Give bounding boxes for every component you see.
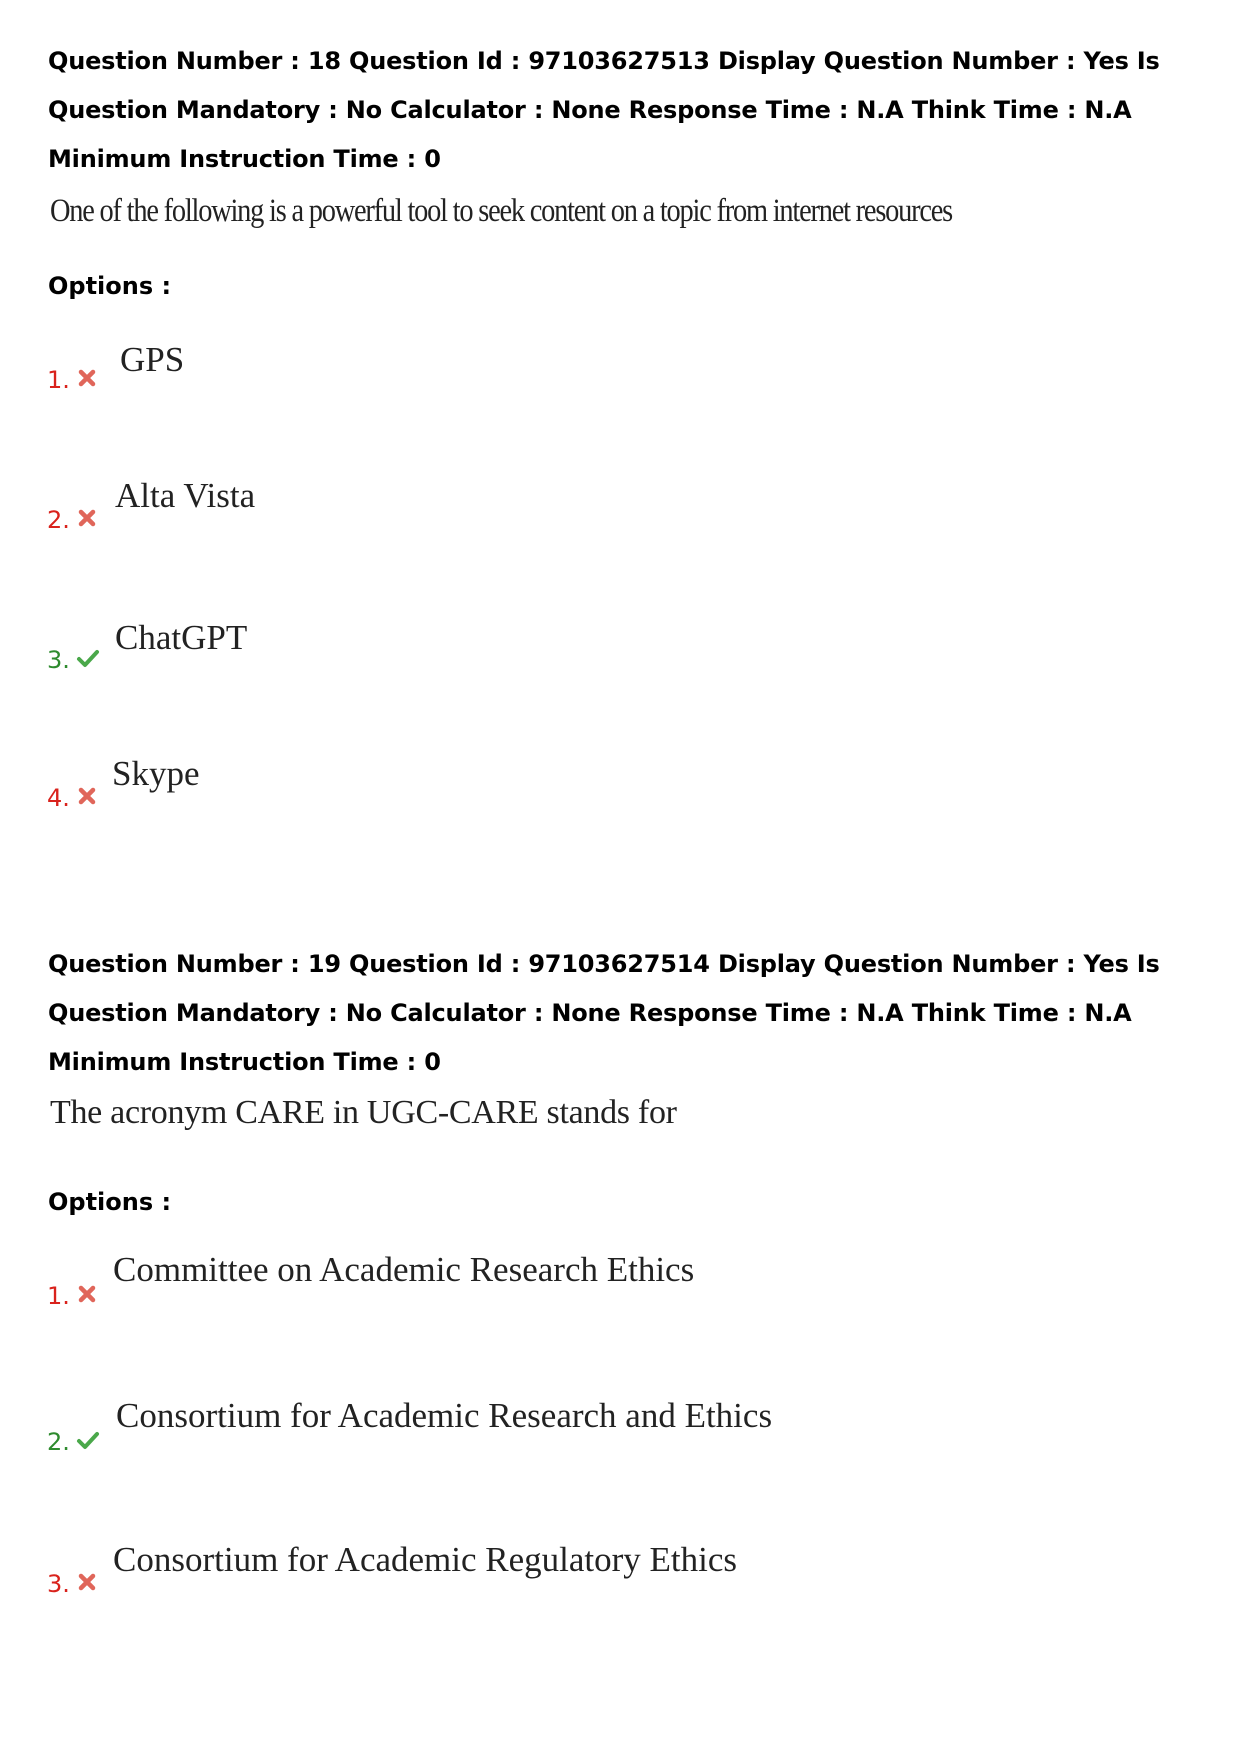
q18-option-3-number: 3. [47,646,70,674]
question-18-text: One of the following is a powerful tool to seek content on a topic from internet resources [50,193,953,229]
q18-option-4-number: 4. [47,784,70,812]
q19-option-2-number: 2. [47,1428,70,1456]
q18-option-4-text: Skype [112,754,200,793]
question-19-text: The acronym CARE in UGC-CARE stands for [50,1094,677,1131]
correct-check-icon [76,648,100,668]
question-19-meta: Question Number : 19 Question Id : 97103627514 Display Question Number : Yes Is Question Mandatory : No Calculator : None Response Time : N.A Think Time : N.A Minimum Instruction Time : 0 [48,950,1160,1076]
q19-option-3-number: 3. [47,1570,70,1598]
question-18-meta: Question Number : 18 Question Id : 97103627513 Display Question Number : Yes Is Question Mandatory : No Calculator : None Response Time : N.A Think Time : N.A Minimum Instruction Time : 0 [48,47,1160,173]
question-19-options-heading: Options : [48,1188,172,1216]
q19-option-1-number: 1. [47,1282,70,1310]
q18-option-1-number: 1. [47,366,70,394]
q18-option-2-number: 2. [47,506,70,534]
q18-option-3-text: ChatGPT [115,618,248,657]
wrong-cross-icon [77,1572,97,1592]
correct-check-icon [76,1430,100,1450]
q18-option-2-text: Alta Vista [115,476,256,515]
wrong-cross-icon [77,1284,97,1304]
question-18-options-heading: Options : [48,272,172,300]
q18-option-1-text: GPS [120,340,185,379]
wrong-cross-icon [77,786,97,806]
wrong-cross-icon [77,508,97,528]
q19-option-2-text: Consortium for Academic Research and Ethics [116,1396,773,1435]
wrong-cross-icon [77,368,97,388]
q19-option-1-text: Committee on Academic Research Ethics [113,1250,695,1289]
q19-option-3-text: Consortium for Academic Regulatory Ethics [113,1540,738,1579]
